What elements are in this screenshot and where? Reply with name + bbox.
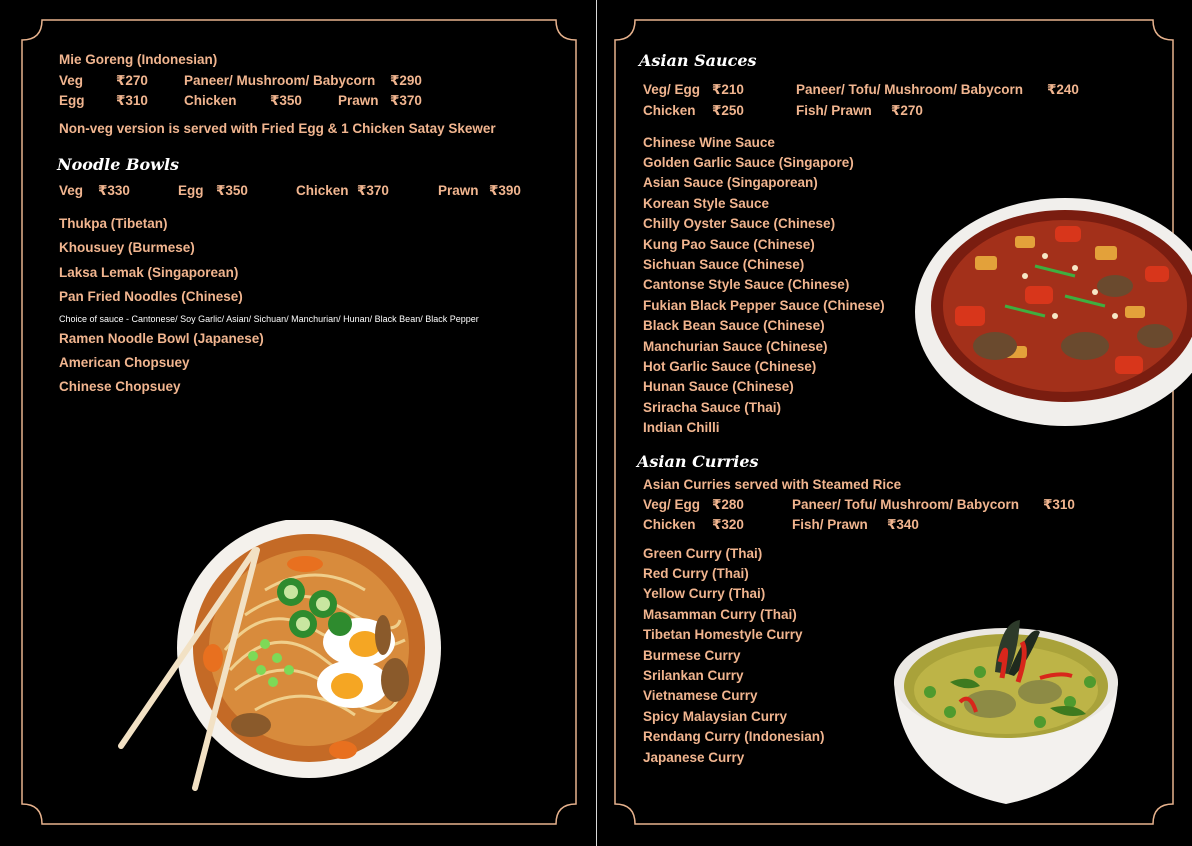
curry-item: Tibetan Homestyle Curry [643,627,803,642]
noodle-chicken-price: ₹370 [357,183,389,198]
sauce-bowl-photo [915,196,1192,428]
curry-item: Spicy Malaysian Curry [643,709,788,724]
noodle-item: Pan Fried Noodles (Chinese) [59,289,243,304]
noodle-item: Laksa Lemak (Singaporean) [59,265,239,280]
curry-item: Rendang Curry (Indonesian) [643,729,825,744]
sauce-item: Sichuan Sauce (Chinese) [643,257,805,272]
mie-goreng-veg-label: Veg [59,73,84,88]
curry-item: Vietnamese Curry [643,688,758,703]
mie-goreng-prawn-label: Prawn [338,93,379,108]
sauce-choice-note: Choice of sauce - Cantonese/ Soy Garlic/ Asian/ Sichuan/ Manchurian/ Hunan/ Black Bean/ Black Pepper [59,314,479,324]
curries-fish-price: ₹340 [887,517,919,532]
curries-fish-label: Fish/ Prawn [792,517,868,532]
noodle-prawn-price: ₹390 [489,183,521,198]
sauce-item: Hot Garlic Sauce (Chinese) [643,359,817,374]
noodle-item: American Chopsuey [59,355,190,370]
sauce-item: Chinese Wine Sauce [643,135,775,150]
sauce-item: Golden Garlic Sauce (Singapore) [643,155,854,170]
noodle-item: Khousuey (Burmese) [59,240,195,255]
curry-item: Yellow Curry (Thai) [643,586,766,601]
sauces-chicken-label: Chicken [643,103,696,118]
sauce-item: Asian Sauce (Singaporean) [643,175,818,190]
mie-goreng-egg-label: Egg [59,93,85,108]
curries-note: Asian Curries served with Steamed Rice [643,477,902,492]
sauce-item: Indian Chilli [643,420,720,435]
curry-item: Red Curry (Thai) [643,566,749,581]
curry-item: Burmese Curry [643,648,741,663]
sauces-vegegg-price: ₹210 [712,82,744,97]
curries-vegegg-label: Veg/ Egg [643,497,701,512]
sauce-item: Hunan Sauce (Chinese) [643,379,794,394]
sauce-item: Kung Pao Sauce (Chinese) [643,237,815,252]
sauce-item: Korean Style Sauce [643,196,770,211]
sauces-paneer-price: ₹240 [1047,82,1079,97]
noodle-chicken-label: Chicken [296,183,349,198]
noodle-bowls-heading: Noodle Bowls [57,155,180,174]
noodle-veg-price: ₹330 [98,183,130,198]
curries-paneer-label: Paneer/ Tofu/ Mushroom/ Babycorn [792,497,1020,512]
curry-item: Japanese Curry [643,750,745,765]
curries-vegegg-price: ₹280 [712,497,744,512]
noodle-item: Ramen Noodle Bowl (Japanese) [59,331,264,346]
mie-goreng-veg-price: ₹270 [116,73,148,88]
mie-goreng-egg-price: ₹310 [116,93,148,108]
sauce-item: Manchurian Sauce (Chinese) [643,339,828,354]
sauces-chicken-price: ₹250 [712,103,744,118]
noodle-egg-label: Egg [178,183,204,198]
noodle-item: Chinese Chopsuey [59,379,181,394]
curries-chicken-label: Chicken [643,517,696,532]
sauce-item: Black Bean Sauce (Chinese) [643,318,825,333]
sauces-vegegg-label: Veg/ Egg [643,82,701,97]
sauces-fish-price: ₹270 [891,103,923,118]
curry-item: Srilankan Curry [643,668,744,683]
mie-goreng-paneer-price: ₹290 [390,73,422,88]
mie-goreng-title: Mie Goreng (Indonesian) [59,52,218,67]
sauces-paneer-label: Paneer/ Tofu/ Mushroom/ Babycorn [796,82,1024,97]
noodle-item: Thukpa (Tibetan) [59,216,168,231]
sauces-fish-label: Fish/ Prawn [796,103,872,118]
mie-goreng-paneer-label: Paneer/ Mushroom/ Babycorn [184,73,376,88]
asian-sauces-heading: Asian Sauces [639,51,757,70]
curry-item: Green Curry (Thai) [643,546,763,561]
mie-goreng-prawn-price: ₹370 [390,93,422,108]
mie-goreng-note: Non-veg version is served with Fried Egg & 1 Chicken Satay Skewer [59,121,496,136]
sauce-item: Sriracha Sauce (Thai) [643,400,782,415]
sauce-item: Fukian Black Pepper Sauce (Chinese) [643,298,885,313]
curries-paneer-price: ₹310 [1043,497,1075,512]
ramen-bowl-photo [115,520,445,795]
mie-goreng-chicken-price: ₹350 [270,93,302,108]
curries-chicken-price: ₹320 [712,517,744,532]
asian-curries-heading: Asian Curries [637,452,759,471]
sauce-item: Chilly Oyster Sauce (Chinese) [643,216,836,231]
noodle-prawn-label: Prawn [438,183,479,198]
green-curry-bowl-photo [890,612,1122,807]
mie-goreng-chicken-label: Chicken [184,93,237,108]
noodle-egg-price: ₹350 [216,183,248,198]
sauce-item: Cantonse Style Sauce (Chinese) [643,277,850,292]
curry-item: Masamman Curry (Thai) [643,607,797,622]
noodle-veg-label: Veg [59,183,84,198]
menu-page-right [597,0,1192,846]
